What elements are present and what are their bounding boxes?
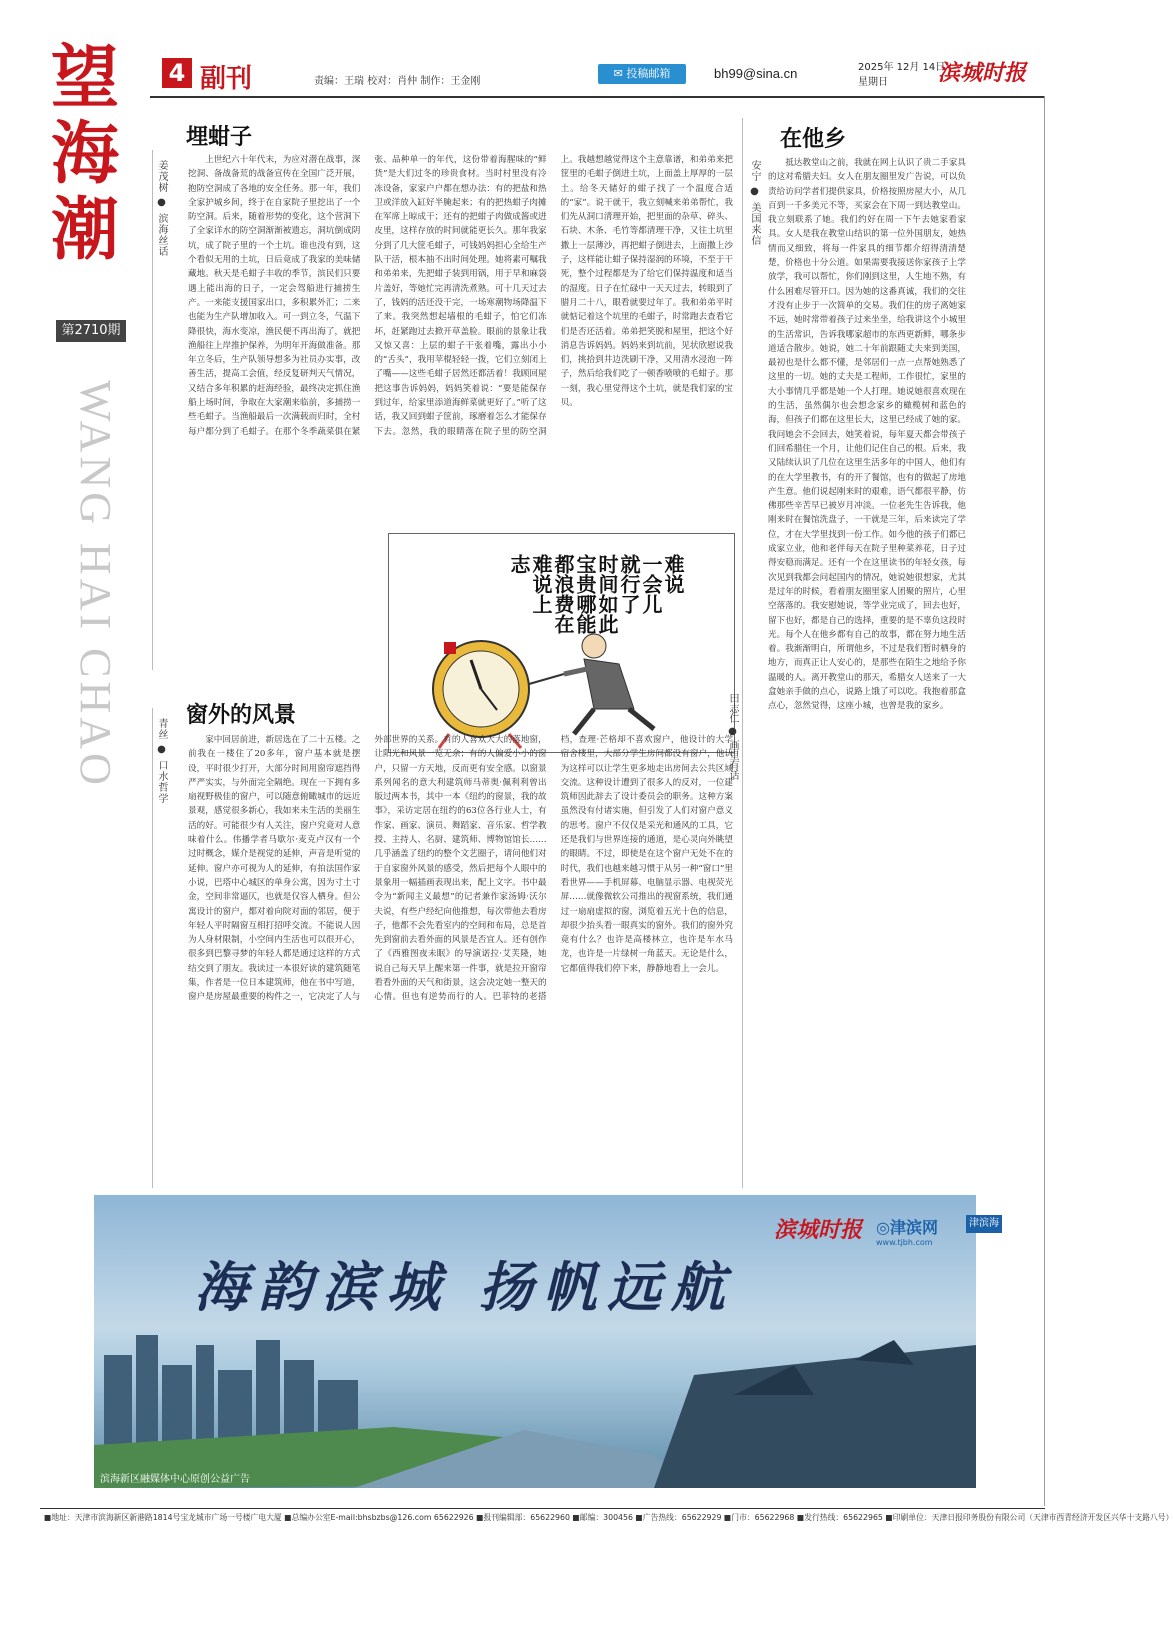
caption-line: 宝贵哪能: [573, 554, 597, 634]
article-body: [188, 733, 733, 1181]
masthead-english: WANG HAI CHAO: [71, 380, 120, 789]
caption-line: 难说上: [529, 554, 553, 614]
cartoon-panel: [388, 533, 735, 753]
article-byline: 青丝 ● 口水哲学: [156, 718, 167, 805]
header-rule: [150, 96, 1045, 98]
seal-stamp: [444, 642, 456, 654]
cartoon-byline: 田志仁 ● 画里有话: [727, 693, 738, 781]
caption-line: 时间如此: [595, 554, 619, 634]
caption-line: 就行了: [617, 554, 641, 614]
contact-email[interactable]: bh99@sina.cn: [714, 66, 798, 81]
masthead-title: 望海潮: [50, 38, 119, 270]
ad-logo-url: www.tjbh.com: [876, 1238, 933, 1247]
article-byline: 姜茂树 ● 滨海丝话: [156, 160, 167, 258]
ad-tag: 津滨海: [966, 1215, 1002, 1233]
mailbox-label: 投稿邮箱: [626, 67, 671, 80]
column-rule: [742, 118, 743, 1188]
page-number: 4: [162, 58, 192, 88]
ad-logo-site-name: 津滨网: [889, 1218, 938, 1237]
mailbox-badge: [598, 64, 686, 84]
ad-logo-site: [876, 1215, 938, 1247]
date-block: [858, 60, 945, 90]
article-byline: 安宁 ● 美国来信: [749, 160, 760, 247]
column-rule: [152, 150, 153, 670]
caption-line: 都浪费在: [551, 554, 575, 634]
globe-icon: ◎: [876, 1218, 890, 1237]
staff-credits: 责编：王瑞 校对：肖仲 制作：王金刚: [314, 76, 481, 87]
article-text: 上世纪六十年代末，为应对潜在战事，深挖洞、备战备荒的战备宣传在全国广泛开展，抱防空洞成了各地的安全任务。那一年，我们全家护城乡间，终于在自家院子里挖出了一个防空洞。后来，随着形势的变化，这个营洞下了全家详水的防空洞渐渐被遗忘，洞坑倒成阴坑，成了院子里的一个土坑。谁也没有到，这个看似无用的土坑，日后竟成了我家的美味储藏地。秋天是毛蚶子丰收的季节，滨民们只要遇上能出海的日子，一定会驾船进行捕捞生产。一来能支援国家出口，多积累外汇；二来也能为生产队增加收入。可一到立冬，气温下降很快，海水变凉，渔民便不再出海了，就把渔船往上岸推护保养，为明年开海做准备。那年立冬后，生产队领导想多为社员办实事，改善生活，提高工会值，经反复研判天气情况，又结合多年积累的赶海经验，最终决定抓住渔船上场时间，争取在大家潮来临前，多捕捞一些毛蚶子。当渔船最后一次满载而归时，全村每户都分到了毛蚶子。在那个冬季蔬菜俱在紧张、品种单一的年代，这份带着海腥味的“鲜货”是大们过冬的珍贵食材。当时村里没有冷冻设备，家家户户都在想办法：有的把盐和热卫或洋放入缸好半腌起来；有的把热蚶子肉摊在军席上晾成干；还有的把蚶子肉做成酱或进皮里，这样存放的时间就能更长久。那年我家分到了几大筐毛蚶子，可钱妈妈担心全给生产队干活，根本抽不出时间处理。她将素可嘱我和弟弟来，先把蚶子装到用锅，用于早和麻袋片盖好，等她忙完再清洗煮熟。可十几天过去了，钱妈的活还没干完，一场寒潮物场降温下了来。我突然想起墙根的毛蚶子，怕它们冻坏，赶紧跑过去掀开草盖脸。眼前的景象让我又惊又喜：上层的蚶子干张着嘴，露出小小的“舌头”，我用苹棍轻轻一拨，它们立刻闭上了嘴——这些毛蚶子居然还都活着！我顾回屋把这事告诉妈妈，妈妈笑着说：“要是能保存到过年，给家里添道海鲜菜就更好了。”听了这话，我又回到蚶子筐前，琢磨着怎么才能保存下去。忽然，我的眼睛落在院子里的防空洞上。我越想越觉得这个主意靠谱，和弟弟来把筐里的毛蚶子倒进土坑，上面盖上厚厚的一层土。给冬天储好的蚶子找了一个温度合适的“家”。说干就干，我立刻喊来弟弟帮忙，我们先从洞口清理开始，把里面的杂草、碎头、石块、木条、毛竹等都清理干净，又往土坑里撒上一层薄沙，再把蚶子倒进去，上面撒上沙子，这样能让蚶子保持湿润的环境，不至于干死，整个过程都是为了给它们保持温度和适当的湿度。日子在忙碌中一天天过去，转眼到了腊月二十八，眼看就要过年了。我和弟弟平时就惦记着这个坑里的毛蚶子，时常跑去查看它们是否还活着。弟弟把笑脱和屋里，把这个好消息告诉妈妈。妈妈来到坑前，见状欣慰说我们，挑拾到井边洗刷干净，又用清水浸泡一阵子，然后给我们吃了一顿香喷喷的毛蚶子。那一刻，我心里觉得这个土坑，就是我们家的宝贝。: [188, 155, 733, 437]
cartoon-caption: [507, 554, 685, 744]
weekday-line: 星期日: [858, 77, 888, 88]
ad-footer: 滨海新区融媒体中心原创公益广告: [100, 1474, 250, 1485]
caption-line: 难说: [661, 554, 685, 594]
article-title: 窗外的风景: [186, 702, 297, 728]
article-text: 抵达教堂山之前，我就在网上认识了贵二手家具的这对希腊夫妇。女人在朋友圈里发广告说，可以负责给访问学者们提供家具，价格按照房屋大小，从几百到一千多美元不等，买家会在下周一到达教堂山。我立刻联系了她。我们约好在周一下午去她家看家具。女人是我在教堂山结识的第一位外国朋友，她热情而又细致，将每一件家具的细节都介绍得清清楚楚，价格也十分公道。如果需要我接送你家孩子上学放学，我可以帮忙，你们刚到这里，人生地不熟，有什么困难尽管开口。因为她的这番真诚，我们的交往才没有止步于一次简单的交易。我们住的房子离她家不远，她时常带着孩子过来坐坐，给我讲这个小城里的生活常识，告诉我哪家超市的东西更新鲜，哪条步道适合散步。她说，她二十年前跟随丈夫来到美国，最初也是什么都不懂，是邻居们一点一点帮她熟悉了这里的一切。她的丈夫是工程师，工作很忙，家里的大小事情几乎都是她一个人打理。她说她很喜欢现在的生活，虽然偶尔也会想念家乡的橄榄树和蓝色的海，但孩子们都在这里长大，这里已经成了她的家。我问她会不会回去，她笑着说，每年夏天都会带孩子们回希腊住一个月，让他们记住自己的根。后来，我又陆续认识了几位在这里生活多年的中国人，他们有的在大学里教书，有的开了餐馆，也有的做起了房地产生意。他们说起刚来时的艰难，语气都很平静，仿佛那些辛苦早已被岁月冲淡。一位老先生告诉我，他刚来时在餐馆洗盘子，一干就是三年，后来读完了学位，才在大学里找到一份工作。如今他的孩子们都已成家立业，他和老伴每天在院子里种菜养花，日子过得安稳而满足。还有一个在这里读书的年轻女孩，每次见到我都会问起国内的情况，她说她很想家，尤其是过年的时候，看着朋友圈里家人团聚的照片，心里空落落的。我安慰她说，等学业完成了，回去也好，留下也好，都是自己的选择，重要的是不辜负这段时光。每个人在他乡都有自己的故事，都在努力地生活着。我渐渐明白，所谓他乡，不过是我们暂时栖身的地方，而真正让人安心的，是那些在陌生之地给予你温暖的人。离开教堂山的那天，希腊女人送来了一大盒她亲手做的点心，说路上饿了可以吃。我抱着那盒点心，忽然觉得，这座小城，也曾是我的家乡。: [768, 158, 966, 712]
section-name: 副刊: [200, 64, 253, 94]
article-title: 埋蚶子: [186, 124, 253, 150]
article-text: 家中回居前进，新居选在了二十五楼。之前我在一楼住了20多年，窗户基本就是摆设，平时很少打开，大部分时间用窗帘遮挡得严严实实，与外面完全隔绝。现在一下拥有多扇视野极佳的窗户，可以随意俯瞰城市的远近景观，感觉很多新心，我如来未生活的美丽生活的好。可能很少有人关注，窗户究竟对人意味着什么。伟播学者马歇尔·麦克卢汉有一个过时概念，媒介是视觉的延伸，声音是听觉的延伸。窗户亦可视为人的延伸，有拍法国作家小说，巴塔中心城区的单身公寓，因为寸土寸金，空间非常逼仄，也就是仅容人栖身。但公寓设计的窗户，都对着向院对面的邻居，便于年轻人平时隔窗互相打招呼交流。不能说人因为人身材限制，小空间内生活也可以很开心，很多到巴黎寻梦的年轻人都是通过这样的方式结交到了朋友。我读过一本很好读的建筑随笔集，作者是一位日本建筑师，他在书中写道，窗户是房屋最重要的构件之一，它决定了人与外部世界的关系。有的人喜欢大大的落地窗，让阳光和风景一览无余；有的人偏爱小小的窗户，只留一方天地，反而更有安全感。以窗景系列闻名的意大利建筑师马蒂奥·佩利利曾出版过两本书，其中一本《纽约的窗景，我的故事》，采访定居在纽约的63位各行业人士，有作家、画家、演员、舞蹈家、音乐家、哲学教授、主持人、名厨、建筑师、博物馆馆长……几乎涵盖了纽约的整个文艺圈子，请问他们对于自家窗外风景的感受，然后把每个人眼中的景象用一幅插画表现出来，配上文字。书中最令为“新闻主义最想”的记者兼作家汤姆·沃尔夫说，有些户经纪向他推想，每次带他去看房子，他都不会先看室内的空间和布局，总是首先到窗前去看外面的风景是否宜人。还有创作了《西雅图夜未眠》的导演诺拉·艾芙隆，她说自己每天早上醒来第一件事，就是拉开窗帘看看外面的天气和街景，这会决定她一整天的心情。但也有逆势而行的人。巴菲特的老搭档，查理·芒格却不喜欢窗户，他设计的大学宿舍楼里，大部分学生房间都没有窗户，他认为这样可以让学生更多地走出房间去公共区域交流。这种设计遭到了很多人的反对，一位建筑师因此辞去了设计委员会的职务。这种方案虽然没有付诸实施，但引发了人们对窗户意义的思考。窗户不仅仅是采光和通风的工具，它还是我们与世界连接的通道，是心灵向外眺望的眼睛。不过，即使是在这个窗户无处不在的时代，我们也越来越习惯于从另一种“窗口”里看世界——手机屏幕、电脑显示器、电视荧光屏……就像微软公司推出的视窗系统，我们通过一扇扇虚拟的窗，浏览着五光十色的信息，却很少抬头看一眼真实的窗外。我们的窗外究竟有什么？也许是高楼林立，也许是车水马龙，也许是一片绿树一角蓝天。无论是什么，它都值得我们停下来，静静地看上一会儿。: [188, 735, 733, 1003]
issue-number: 第2710期: [56, 320, 126, 342]
footer-info: ■地址：天津市滨海新区新港路1814号宝龙城市广场一号楼广电大厦 ■总编办公室E-mail:bhsbzbs@126.com 65622926 ■报刊编辑部：65622960 ■邮编：300456 ■广告热线：65622929 ■门市：65622968 ■发行热线：65622965 ■印刷单位：天津日报印务股份有限公司（天津市西青经济开发区兴华十支路八号）: [44, 1513, 1173, 1522]
article-body: [768, 156, 966, 1182]
article-body: [188, 153, 733, 513]
ad-slogan: 海韵滨城 扬帆远航: [194, 1255, 735, 1319]
caption-line: 志: [507, 554, 531, 574]
caption-line: 一会儿: [639, 554, 663, 614]
ad-logo-paper: 滨城时报: [774, 1217, 863, 1243]
public-service-ad: [94, 1195, 999, 1488]
footer-rule: [40, 1508, 1045, 1509]
column-rule: [152, 708, 153, 1188]
mail-icon: ✉: [613, 67, 627, 80]
page-border: [1044, 96, 1045, 1506]
paper-logo: 滨城时报: [938, 60, 1027, 86]
date-line: 2025年 12月 14日: [858, 62, 946, 73]
article-title: 在他乡: [780, 126, 847, 152]
